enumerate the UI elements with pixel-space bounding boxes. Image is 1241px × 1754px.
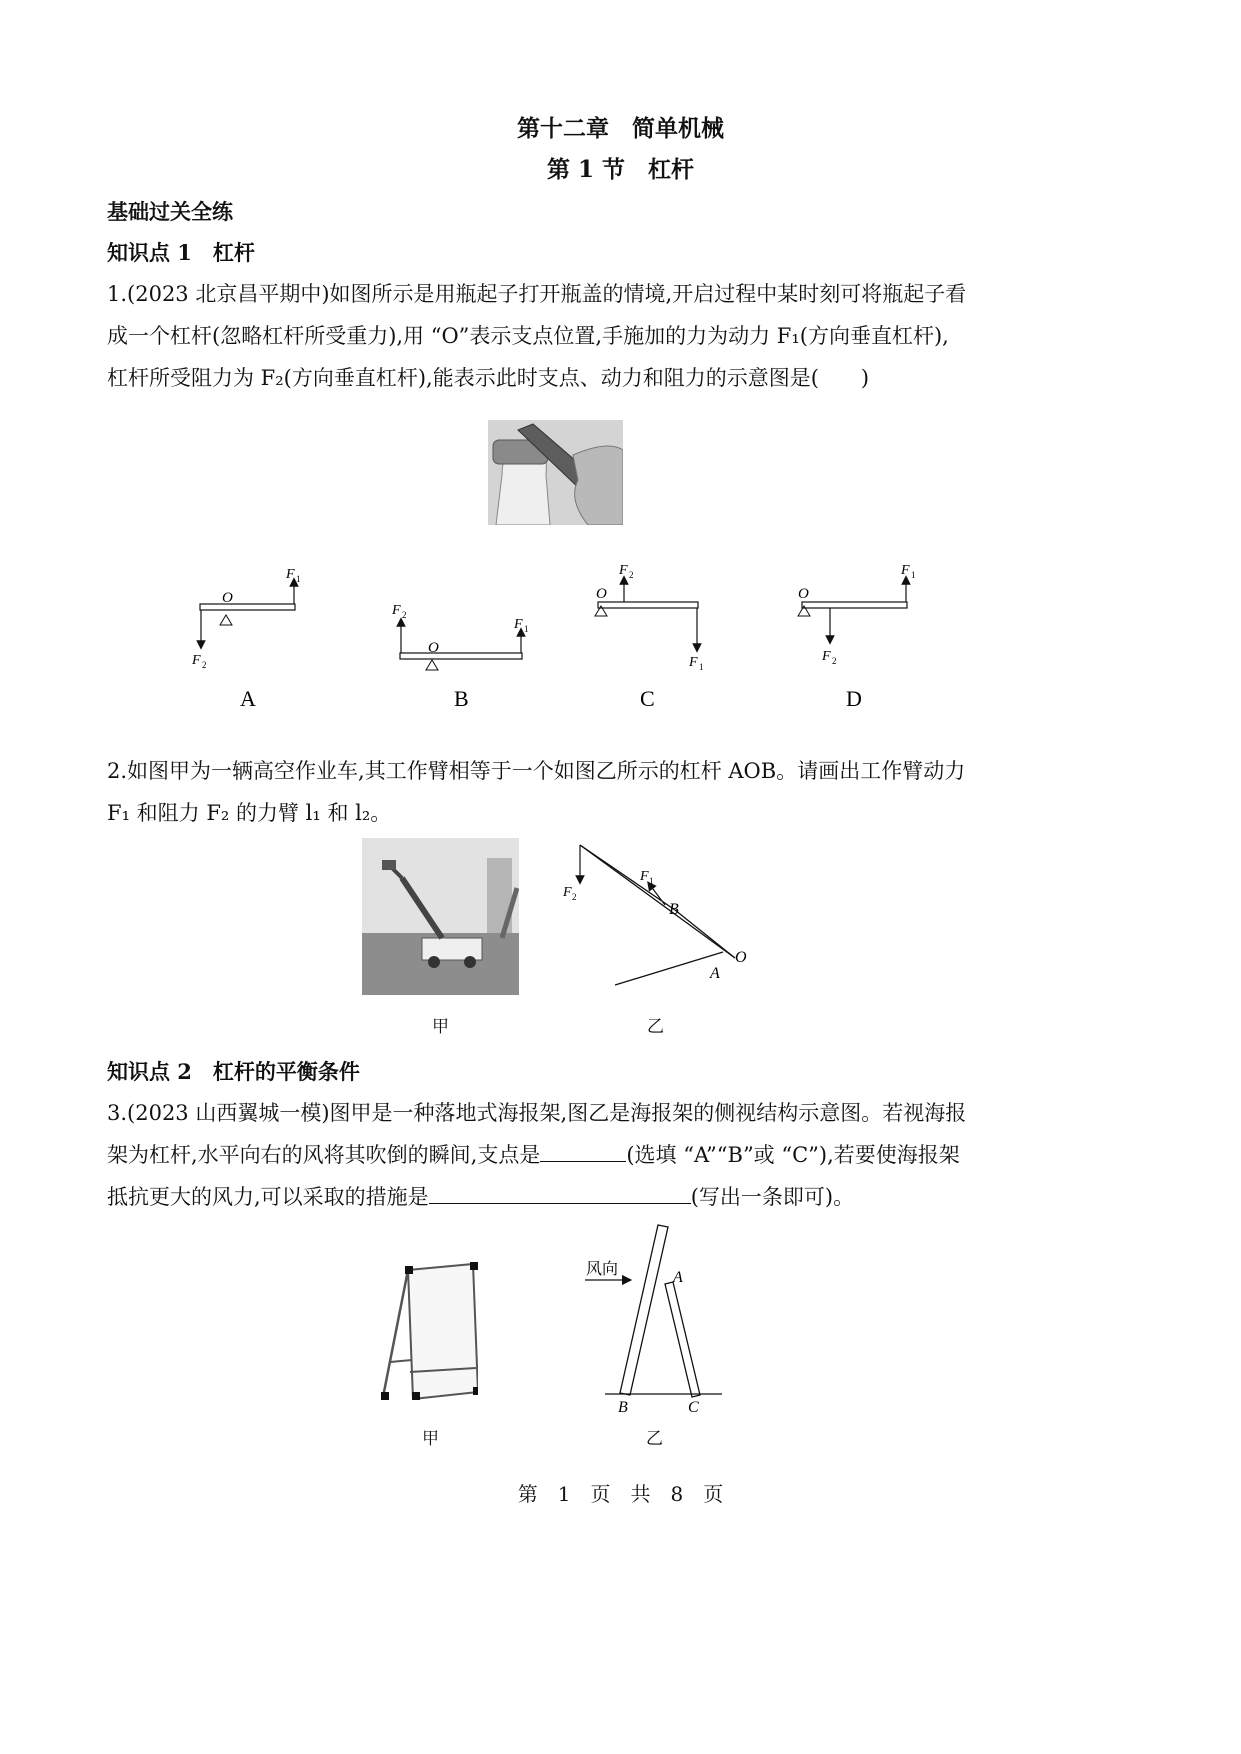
option-c-f2-sub: 2 [629,570,634,580]
q3-point-c-label: C [688,1399,699,1416]
option-d-f1-label: F [901,563,910,578]
q2-f1-label: F [640,869,649,884]
option-c-lever [595,563,704,672]
question-3-line-3-end: (写出一条即可)。 [690,1185,855,1209]
option-b-f1-sub: 1 [524,624,529,634]
section-title: 第 1 节 杠杆 [546,156,695,183]
option-c-f1-label: F [689,655,698,670]
option-c-f1-sub: 1 [699,662,704,672]
q2-point-a-label: A [710,965,720,982]
option-d-lever [798,563,916,666]
option-a-lever [191,567,301,670]
q3-point-b-label: B [618,1399,628,1416]
option-a-pivot-label: O [222,590,233,606]
q2-f2-sub: 2 [572,892,577,902]
bottle-opener-photo [488,420,623,525]
option-c-pivot-label: O [596,586,607,602]
page-footer: 第 1 页 共 8 页 [517,1482,724,1506]
q2-caption-yi: 乙 [647,1017,664,1037]
option-b-lever [391,603,529,670]
question-1 [107,273,1117,399]
q2-caption-jia: 甲 [432,1017,449,1037]
wind-direction-label: 风向 [586,1261,619,1278]
measure-answer-blank[interactable] [429,1181,691,1204]
q2-f2-label: F [563,885,572,900]
option-a-f2-sub: 2 [202,660,207,670]
question-1-options-diagram [180,560,940,720]
question-2 [107,750,1117,834]
question-3-line-3-start: 抵抗更大的风力,可以采取的措施是 [107,1185,429,1209]
q2-point-b-label: B [669,901,679,918]
option-a-f1-sub: 1 [296,574,301,584]
option-b-label: B [454,686,469,711]
chapter-title: 第十二章 简单机械 [517,115,724,142]
question-3-line-2 [107,1134,1117,1176]
option-b-f2-sub: 2 [402,610,407,620]
question-1-line-2: 成一个杠杆(忽略杠杆所受重力),用 “O”表示支点位置,手施加的力为动力 F₁(方向垂直杠杆), [107,324,949,348]
option-a-f2-label: F [192,653,201,668]
knowledge-point-2-title: 知识点 2 杠杆的平衡条件 [107,1059,360,1084]
option-d-pivot-label: O [798,586,809,602]
bottle-opener-illustration [488,420,623,525]
question-1-line-3: 杠杆所受阻力为 F₂(方向垂直杠杆),能表示此时支点、动力和阻力的示意图是( ) [107,366,870,390]
question-3-line-1: 3.(2023 山西翼城一模)图甲是一种落地式海报架,图乙是海报架的侧视结构示意图。若视海报 [107,1101,967,1125]
poster-stand-illustration [378,1262,478,1402]
option-b-f1-label: F [514,617,523,632]
q2-point-o-label: O [735,949,747,966]
question-1-line-1: 1.(2023 北京昌平期中)如图所示是用瓶起子打开瓶盖的情境,开启过程中某时刻可将瓶起子看 [107,282,967,306]
q3-caption-yi: 乙 [646,1429,663,1449]
option-a-label: A [240,686,256,711]
practice-title: 基础过关全练 [107,199,233,224]
question-3-line-2-end: (选填 “A”“B”或 “C”),若要使海报架 [626,1143,960,1167]
option-c-label: C [640,686,655,711]
question-3-line-3 [107,1176,1117,1218]
q2-f1-sub: 1 [649,876,654,886]
option-d-f2-label: F [822,649,831,664]
lever-aob-diagram [555,840,755,990]
option-d-label: D [846,686,862,711]
q3-caption-jia: 甲 [422,1429,439,1449]
knowledge-point-1-title: 知识点 1 杠杆 [107,240,255,265]
option-c-f2-label: F [619,563,628,578]
option-d-f1-sub: 1 [911,570,916,580]
question-2-line-2: F₁ 和阻力 F₂ 的力臂 l₁ 和 l₂。 [107,801,392,825]
aerial-work-vehicle-photo [362,838,519,995]
option-b-pivot-label: O [428,640,439,656]
q3-point-a-label: A [673,1269,683,1286]
poster-stand-side-diagram [570,1222,740,1417]
option-b-f2-label: F [392,603,401,618]
question-3 [107,1092,1117,1218]
option-d-f2-sub: 2 [832,656,837,666]
option-a-f1-label: F [286,567,295,582]
question-2-line-1: 2.如图甲为一辆高空作业车,其工作臂相等于一个如图乙所示的杠杆 AOB。请画出工作臂动力 [107,759,966,783]
fulcrum-answer-blank[interactable] [540,1139,626,1162]
aerial-work-vehicle-illustration [362,838,519,995]
question-3-line-2-start: 架为杠杆,水平向右的风将其吹倒的瞬间,支点是 [107,1143,541,1167]
